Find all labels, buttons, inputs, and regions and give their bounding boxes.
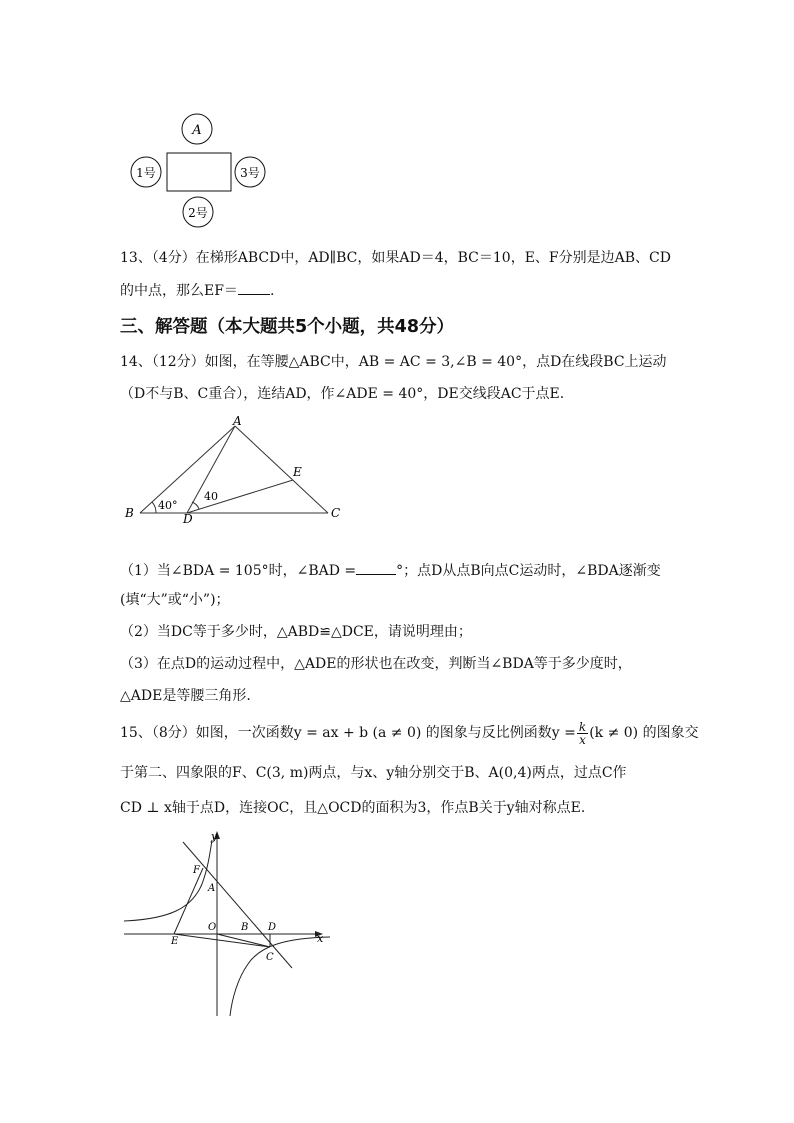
q14-line2: （D不与B、C重合），连结AD，作∠ADE = 40°，DE交线段AC于点E. — [120, 386, 565, 402]
graph-label-c: C — [266, 952, 274, 963]
seat-label-3: 3号 — [240, 166, 260, 180]
q14-line1: 14、（12分）如图，在等腰△ABC中，AB = AC = 3,∠B = 40°，点D在线段BC上运动 — [120, 354, 667, 370]
q15-line1: 15、（8分）如图，一次函数y = ax + b (a ≠ 0) 的图象与反比例函数y = $\frac{k}{x}$ (k ≠ 0) 的图象交 — [120, 719, 699, 747]
angle-arc-b — [152, 502, 156, 513]
triangle-figure — [120, 415, 350, 525]
hyperbola-branch-upper — [124, 840, 212, 921]
graph-label-d: D — [268, 922, 277, 933]
function-graph — [120, 828, 340, 1020]
segment-ac — [235, 426, 328, 513]
vertex-label-e: E — [293, 465, 302, 479]
seat-label-a: A — [192, 123, 202, 138]
segment-ab — [140, 426, 235, 513]
segment-ec — [174, 934, 270, 947]
vertex-label-d: D — [183, 512, 193, 525]
graph-label-x: x — [317, 932, 324, 945]
q14-part1: （1）当∠BDA = 105°时，∠BAD = °；点D从点B向点C运动时，∠BDA逐渐变 — [120, 560, 661, 581]
seat-label-1: 1号 — [136, 166, 156, 180]
graph-label-o: O — [208, 922, 217, 933]
q13-line1: 13、（4分）在梯形ABCD中，AD∥BC，如果AD＝4，BC＝10，E、F分别是边AB、CD — [120, 250, 671, 266]
line-ab — [183, 842, 292, 968]
q13-line2: 的中点，那么EF＝ . — [120, 280, 274, 301]
graph-label-a: A — [208, 883, 216, 894]
graph-label-e: E — [171, 936, 179, 947]
seat-label-2: 2号 — [188, 206, 208, 220]
q14-part3-cont: △ADE是等腰三角形. — [120, 688, 251, 704]
seat-figure — [120, 108, 280, 232]
q15-line3: CD ⊥ x轴于点D，连接OC，且△OCD的面积为3，作点B关于y轴对称点E. — [120, 800, 586, 816]
q15-fraction: $\frac{k}{x}$ — [578, 719, 587, 747]
q14-part1-cont: (填“大”或“小”)； — [120, 592, 230, 608]
table-rect — [167, 153, 231, 191]
vertex-label-b: B — [125, 506, 134, 520]
angle-label-b: 40° — [158, 499, 178, 512]
q13-answer-blank — [238, 280, 270, 295]
vertex-label-a: A — [233, 415, 242, 428]
angle-label-d: 40 — [204, 490, 218, 503]
q15-line2: 于第二、四象限的F、C(3, m)两点，与x、y轴分别交于B、A(0,4)两点，过点C作 — [120, 765, 627, 781]
section3-title: 三、解答题（本大题共5个小题，共48分） — [120, 317, 455, 337]
q14-part3: （3）在点D的运动过程中，△ADE的形状也在改变，判断当∠BDA等于多少度时， — [120, 656, 632, 672]
vertex-label-c: C — [331, 506, 341, 520]
hyperbola-branch-lower — [230, 937, 330, 1016]
graph-label-f: F — [193, 865, 200, 876]
q14-answer-blank — [356, 560, 396, 575]
graph-label-y: y — [211, 830, 218, 843]
segment-ef — [174, 868, 203, 934]
graph-label-b: B — [241, 922, 249, 933]
q14-part2: （2）当DC等于多少时，△ABD≌△DCE，请说明理由； — [120, 624, 472, 640]
